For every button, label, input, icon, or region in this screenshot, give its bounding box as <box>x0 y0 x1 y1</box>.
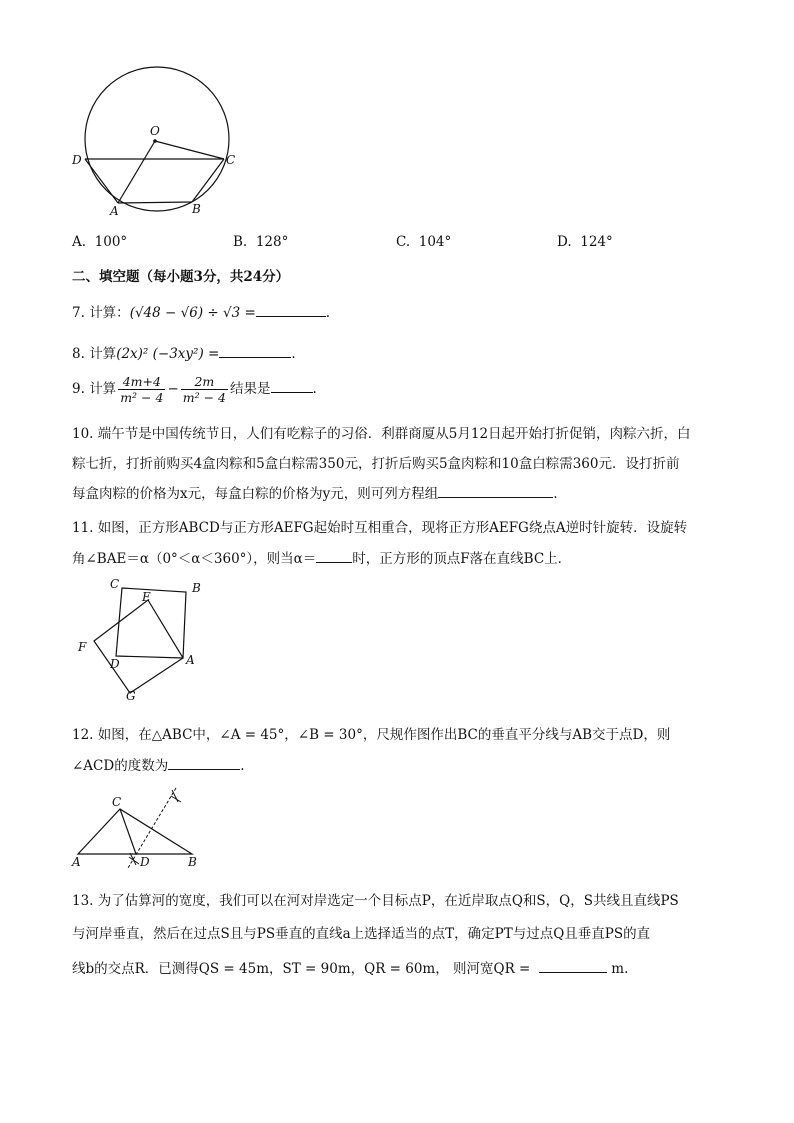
label-D: D <box>110 657 120 671</box>
label-G: G <box>126 689 136 702</box>
answer-blank[interactable] <box>316 548 352 563</box>
question-11-line-2: 角∠BAE＝α（0°＜α＜360°），则当α＝ 时，正方形的顶点F落在直线BC上． <box>72 547 571 567</box>
question-9: 9. 计算 $\frac{4m+4}{\text{m² − 4}}$ − $\frac{2m}{\text{m² − 4}}$ 结果是 . <box>72 374 317 405</box>
label-B: B <box>192 581 201 595</box>
label-F: F <box>78 640 87 654</box>
answer-blank[interactable] <box>539 958 607 973</box>
label-E: E <box>142 590 151 604</box>
label-A: A <box>186 653 195 667</box>
section-title: 二、填空题（每小题3分，共24分） <box>72 269 290 285</box>
answer-blank[interactable] <box>219 343 291 358</box>
question-12-line-1: 12. 如图，在△ABC中，∠A = 45°，∠B = 30°，尺规作图作出BC的垂直平分线与AB交于点D，则 <box>72 727 671 743</box>
q6-option-b: B. 128° <box>233 234 289 250</box>
question-7: 7. 计算：(√48 − √6) ÷ √3 = . <box>72 301 330 321</box>
q6-option-d: D. 124° <box>557 234 613 250</box>
question-11-line-1: 11. 如图，正方形ABCD与正方形AEFG起始时互相重合，现将正方形AEFG绕点A逆时针旋转．设旋转 <box>72 520 688 536</box>
question-8: 8. 计算(2x)² (−3xy²) = . <box>72 342 296 362</box>
label-C: C <box>112 795 122 809</box>
label-O: O <box>150 124 160 138</box>
answer-blank[interactable] <box>271 378 313 393</box>
question-12-line-2: ∠ACD的度数为 . <box>72 754 245 774</box>
question-13-line-2: 与河岸垂直，然后在过点S且与PS垂直的直线a上选择适当的点T，确定PT与过点Q且垂直PS的直 <box>72 926 651 942</box>
squares-figure <box>72 574 212 702</box>
q6-option-c: C. 104° <box>396 234 452 250</box>
fraction-1: $\frac{4m+4}{\text{m² − 4}}$ <box>120 374 164 405</box>
label-A: A <box>110 204 119 218</box>
label-A: A <box>72 855 81 869</box>
triangle-figure <box>68 782 208 870</box>
label-D: D <box>140 855 150 869</box>
label-B: B <box>192 202 201 216</box>
label-D: D <box>72 153 82 167</box>
answer-blank[interactable] <box>438 483 553 498</box>
label-C: C <box>110 577 120 591</box>
question-13-line-3: 线b的交点R．已测得QS = 45m，ST = 90m，QR = 60m， 则河宽QR = m. <box>72 957 628 977</box>
label-C: C <box>226 153 236 167</box>
circle-figure <box>66 64 256 224</box>
fraction-2: $\frac{2m}{\text{m² − 4}}$ <box>182 374 226 405</box>
question-10-line-1: 10. 端午节是中国传统节日，人们有吃粽子的习俗．利群商厦从5月12日起开始打折促销，肉粽六折，白 <box>72 426 691 442</box>
question-10-line-3: 每盒肉粽的价格为x元，每盒白粽的价格为y元，则可列方程组 . <box>72 482 558 502</box>
answer-blank[interactable] <box>168 755 240 770</box>
label-B: B <box>188 855 197 869</box>
answer-blank[interactable] <box>256 302 326 317</box>
q6-option-a: A. 100° <box>72 234 128 250</box>
question-10-line-2: 粽七折，打折前购买4盒肉粽和5盒白粽需350元，打折后购买5盒肉粽和10盒白粽需360元．设打折前 <box>72 456 680 472</box>
question-13-line-1: 13. 为了估算河的宽度，我们可以在河对岸选定一个目标点P，在近岸取点Q和S，Q，S共线且直线PS <box>72 893 679 909</box>
